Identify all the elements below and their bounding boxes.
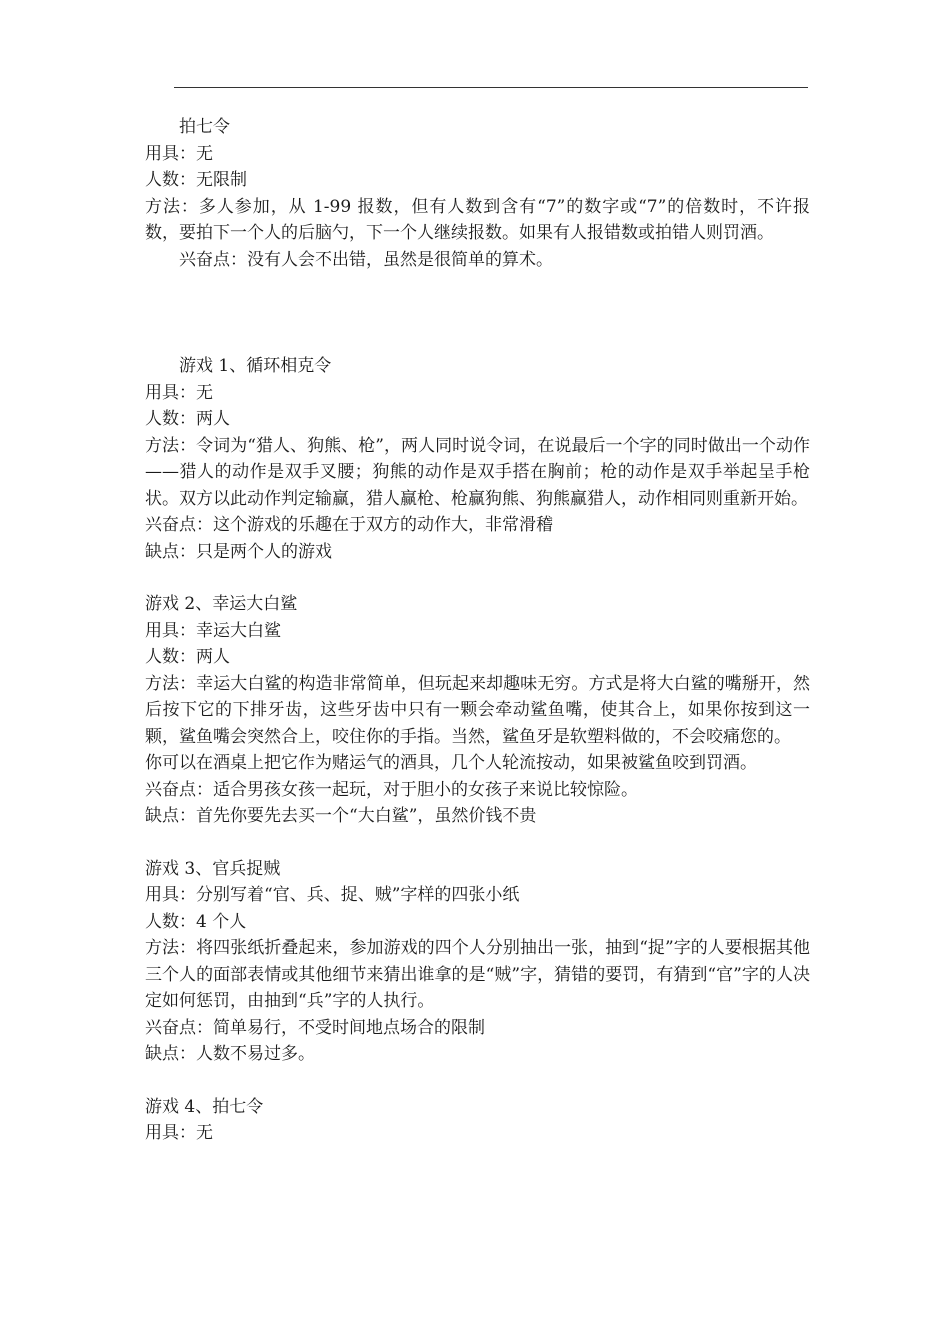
tools-line: 用具：无: [145, 1123, 213, 1143]
highlight-line: 兴奋点：适合男孩女孩一起玩，对于胆小的女孩子来说比较惊险。: [145, 779, 638, 800]
section-game-1: [145, 353, 810, 565]
highlight-line: 兴奋点：没有人会不出错，虽然是很简单的算术。: [179, 249, 553, 270]
drawback-line: 缺点：只是两个人的游戏: [145, 541, 332, 562]
header-rule: [174, 87, 808, 88]
section-title: 拍七令: [179, 117, 230, 137]
highlight-line: 兴奋点：简单易行，不受时间地点场合的限制: [145, 1017, 485, 1038]
section-title: 游戏 1、循环相克令: [179, 356, 332, 376]
method-line: 方法：令词为“猎人、狗熊、枪”，两人同时说令词，在说最后一个字的同时做出一个动作——猎人的动作是双手叉腰；狗熊的动作是双手搭在胸前；枪的动作是双手举起呈手枪状。双方以此动作判定输赢，猎人赢枪、枪赢狗熊、狗熊赢猎人，动作相同则重新开始。: [145, 435, 810, 509]
players-line: 人数：4 个人: [145, 911, 247, 932]
tools-line: 用具：幸运大白鲨: [145, 620, 281, 641]
section-game-2: [145, 591, 810, 830]
players-line: 人数：两人: [145, 647, 230, 667]
section-title: 游戏 2、幸运大白鲨: [145, 594, 298, 614]
method-line: 方法：将四张纸折叠起来，参加游戏的四个人分别抽出一张，抽到“捉”字的人要根据其他三个人的面部表情或其他细节来猜出谁拿的是“贼”字，猜错的要罚，有猜到“官”字的人决定如何惩罚，由抽到“兵”字的人执行。: [145, 938, 810, 1011]
note-line: 你可以在酒桌上把它作为赌运气的酒具，几个人轮流按动，如果被鲨鱼咬到罚酒。: [145, 753, 757, 773]
section-title: 游戏 4、拍七令: [145, 1096, 264, 1117]
section-game-3: [145, 856, 810, 1068]
document-body: [145, 114, 810, 1147]
drawback-line: 缺点：人数不易过多。: [145, 1044, 315, 1064]
highlight-line: 兴奋点：这个游戏的乐趣在于双方的动作大，非常滑稽: [145, 515, 553, 535]
method-line: 方法：幸运大白鲨的构造非常简单，但玩起来却趣味无穷。方式是将大白鲨的嘴掰开，然后按下它的下排牙齿，这些牙齿中只有一颗会牵动鲨鱼嘴，使其合上，如果你按到这一颗，鲨鱼嘴会突然合上，咬住你的手指。当然，鲨鱼牙是软塑料做的，不会咬痛您的。: [145, 673, 810, 747]
players-line: 人数：无限制: [145, 170, 247, 190]
drawback-line: 缺点：首先你要先去买一个“大白鲨”，虽然价钱不贵: [145, 806, 537, 826]
section-pai-qi-ling: [145, 114, 810, 273]
tools-line: 用具：分别写着“官、兵、捉、贼”字样的四张小纸: [145, 885, 520, 905]
section-game-4: [145, 1094, 810, 1147]
section-title: 游戏 3、官兵捉贼: [145, 858, 281, 879]
method-line: 方法：多人参加，从 1-99 报数，但有人数到含有“7”的数字或“7”的倍数时，不许报数，要拍下一个人的后脑勺，下一个人继续报数。如果有人报错数或拍错人则罚酒。: [145, 196, 810, 243]
tools-line: 用具：无: [145, 143, 213, 164]
players-line: 人数：两人: [145, 409, 230, 429]
tools-line: 用具：无: [145, 382, 213, 403]
